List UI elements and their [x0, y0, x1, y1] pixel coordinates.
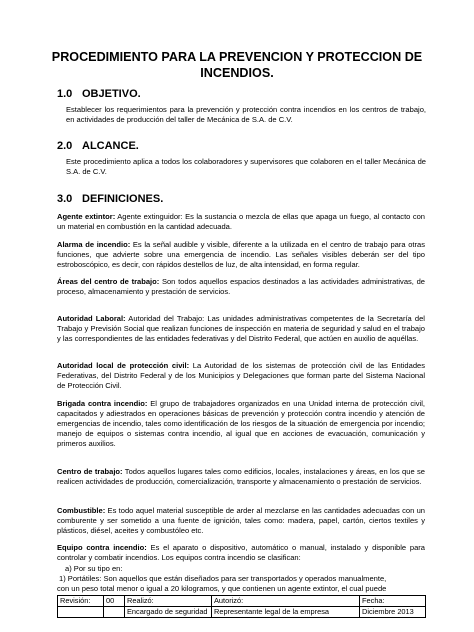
footer-row-labels: [58, 596, 426, 607]
definition-term: Autoridad Laboral:: [57, 314, 126, 323]
sub-item-a: a) Por su tipo en:: [65, 564, 123, 573]
section-title: DEFINICIONES.: [82, 193, 164, 205]
definition-term: Centro de trabajo:: [57, 467, 123, 476]
footer-table: [57, 595, 426, 618]
section-number: 2.0: [57, 140, 73, 152]
definition-text: La Autoridad de los sistemas de protección civil de las Entidades Federativas, del Distrito Federal y de los Municipios y Delegaciones que forman parte del Sistema Nacional de Protección Civil.: [57, 361, 425, 391]
footer-empty-cell: [104, 607, 125, 618]
revision-label: Revisión:: [58, 596, 104, 607]
revision-value: 00: [104, 596, 125, 607]
alcance-text: Este procedimiento aplica a todos los colaboradores y supervisores que colaboren en el taller Mecánica de S.A. de C.V.: [66, 157, 426, 177]
definition-term: Alarma de incendio:: [57, 240, 131, 249]
definition-centro-trabajo: [57, 467, 425, 487]
sub-item-1-line-2: con un peso total menor o igual a 20 kilogramos, y que contienen un agente extintor, el cual puede: [57, 584, 387, 594]
section-heading-objetivo: [57, 88, 141, 101]
fecha-value: Diciembre 2013: [360, 607, 426, 618]
equipo-sub-items: [57, 564, 425, 594]
definition-text: Es la señal audible y visible, diferente a la utilizada en el centro de trabajo para otras funciones, que advierte sobre una emergencia de incendio. Las señales visibles deberán ser del tipo estroboscópico, es decir, con rápidos destellos de luz, de alta intensidad, en forma regular.: [57, 240, 425, 270]
definition-term: Equipo contra incendio:: [57, 543, 147, 552]
footer-row-values: [58, 607, 426, 618]
definition-term: Autoridad local de protección civil:: [57, 361, 190, 370]
definition-term: Combustible:: [57, 506, 106, 515]
objetivo-text: Establecer los requerimientos para la prevención y protección contra incendios en los centros de trabajo, en actividades de producción del taller de Mecánica de S.A. de C.V.: [66, 105, 426, 125]
definition-term: Agente extintor:: [57, 212, 116, 221]
section-title: ALCANCE.: [82, 140, 139, 152]
definition-autoridad-laboral: [57, 314, 425, 344]
sub-item-1-line-1: 1) Portátiles: Son aquellos que están diseñados para ser transportados y operados manualmente,: [59, 574, 387, 584]
definition-text: Son todos aquellos espacios destinados a las actividades administrativas, de proceso, almacenamiento y prestación de servicios.: [57, 277, 425, 297]
definition-text: Es todo aquel material susceptible de arder al mezclarse en las cantidades adecuadas con un comburente y ser sometido a una fuente de ignición, tales como: madera, papel, cartón, ciertos textiles y plásticos, diésel, aceites y combustóleo etc.: [57, 506, 425, 536]
definition-alarma-incendio: [57, 240, 425, 270]
definition-agente-extintor: [57, 212, 425, 232]
autorizo-value: Representante legal de la empresa: [212, 607, 360, 618]
definition-autoridad-local: [57, 361, 425, 391]
section-number: 3.0: [57, 193, 73, 205]
autorizo-label: Autorizó:: [212, 596, 360, 607]
section-number: 1.0: [57, 88, 73, 100]
fecha-label: Fecha:: [360, 596, 426, 607]
title-line-2: INCENDIOS.: [200, 66, 274, 80]
realizo-label: Realizó:: [125, 596, 212, 607]
definition-text: El grupo de trabajadores organizados en una Unidad interna de protección civil, capacitados y adiestrados en operaciones básicas de prevención y protección contra incendio y atención de emergencias de incendio, tales como identificación de los riesgos de la situación de emergencia por incendio; manejo de equipos o sistemas contra incendio, al igual que en acciones de evacuación, comunicación y primeros auxilios.: [57, 399, 425, 449]
definition-areas-centro: [57, 277, 425, 297]
definition-equipo-contra-incendio: [57, 543, 425, 563]
section-title: OBJETIVO.: [82, 88, 141, 100]
definition-text: Es el aparato o dispositivo, automático o manual, instalado y disponible para controlar y combatir incendios. Los equipos contra incendio se clasifican:: [57, 543, 425, 563]
realizo-value: Encargado de seguridad: [125, 607, 212, 618]
definition-text: Autoridad del Trabajo: Las unidades administrativas competentes de la Secretaría del Trabajo y Previsión Social que realizan funciones de inspección en materia de seguridad y salud en el trabajo y las correspondientes de las entidades federativas y del Distrito Federal, que actúen en auxilio de aquéllas.: [57, 314, 425, 344]
title-line-1: PROCEDIMIENTO PARA LA PREVENCION Y PROTECCION DE: [51, 50, 423, 64]
definition-text: Todos aquellos lugares tales como edificios, locales, instalaciones y áreas, en los que se realicen actividades de producción, comercialización, transporte y almacenamiento o prestación de servicios.: [57, 467, 425, 487]
document-title: [40, 49, 434, 81]
definition-brigada: [57, 399, 425, 449]
definition-term: Brigada contra incendio:: [57, 399, 148, 408]
definition-text: Agente extinguidor: Es la sustancia o mezcla de ellas que apaga un fuego, al contacto con un material en combustión en la cantidad adecuada.: [57, 212, 425, 232]
section-heading-definiciones: [57, 193, 163, 206]
definition-combustible: [57, 506, 425, 536]
section-heading-alcance: [57, 140, 139, 153]
definition-term: Áreas del centro de trabajo:: [57, 277, 160, 286]
footer-empty-cell: [58, 607, 104, 618]
